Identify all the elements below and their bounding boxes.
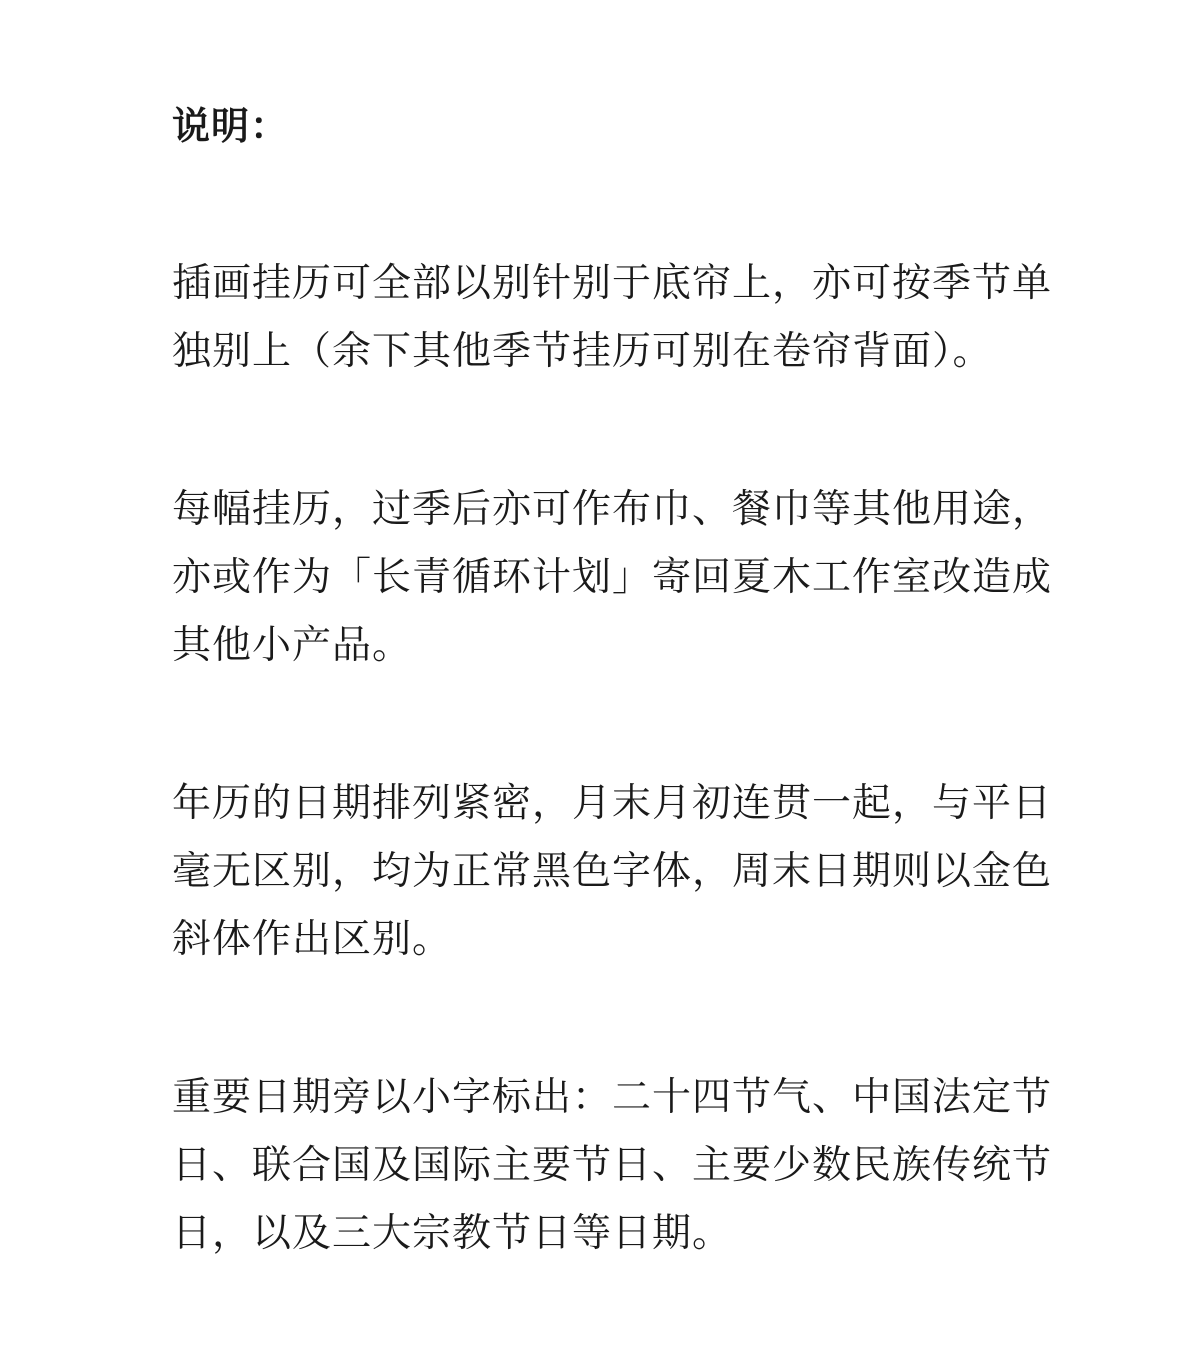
- paragraph-reuse: [172, 476, 1092, 680]
- paragraph-hanging-instructions: [172, 250, 1092, 386]
- paragraph-line: 插画挂历可全部以别针别于底帘上，亦可按季节单: [172, 261, 1053, 306]
- paragraph-line: 其他小产品。: [172, 623, 413, 668]
- paragraph-line: 斜体作出区别。: [172, 917, 453, 962]
- paragraph-line: 重要日期旁以小字标出：二十四节气、中国法定节: [172, 1075, 1053, 1120]
- paragraph-important-dates: [172, 1064, 1092, 1268]
- document-body: [172, 92, 1092, 1268]
- paragraph-line: 独别上（余下其他季节挂历可别在卷帘背面）。: [172, 329, 993, 374]
- paragraph-line: 每幅挂历，过季后亦可作布巾、餐巾等其他用途，: [172, 487, 1053, 532]
- paragraph-date-layout: [172, 770, 1092, 974]
- paragraph-line: 亦或作为「长青循环计划」寄回夏木工作室改造成: [172, 555, 1053, 600]
- paragraph-line: 日，以及三大宗教节日等日期。: [172, 1211, 733, 1256]
- section-heading: 说明：: [172, 104, 290, 148]
- paragraph-line: 日、联合国及国际主要节日、主要少数民族传统节: [172, 1143, 1053, 1188]
- paragraph-line: 年历的日期排列紧密，月末月初连贯一起，与平日: [172, 781, 1053, 826]
- paragraph-line: 毫无区别，均为正常黑色字体，周末日期则以金色: [172, 849, 1053, 894]
